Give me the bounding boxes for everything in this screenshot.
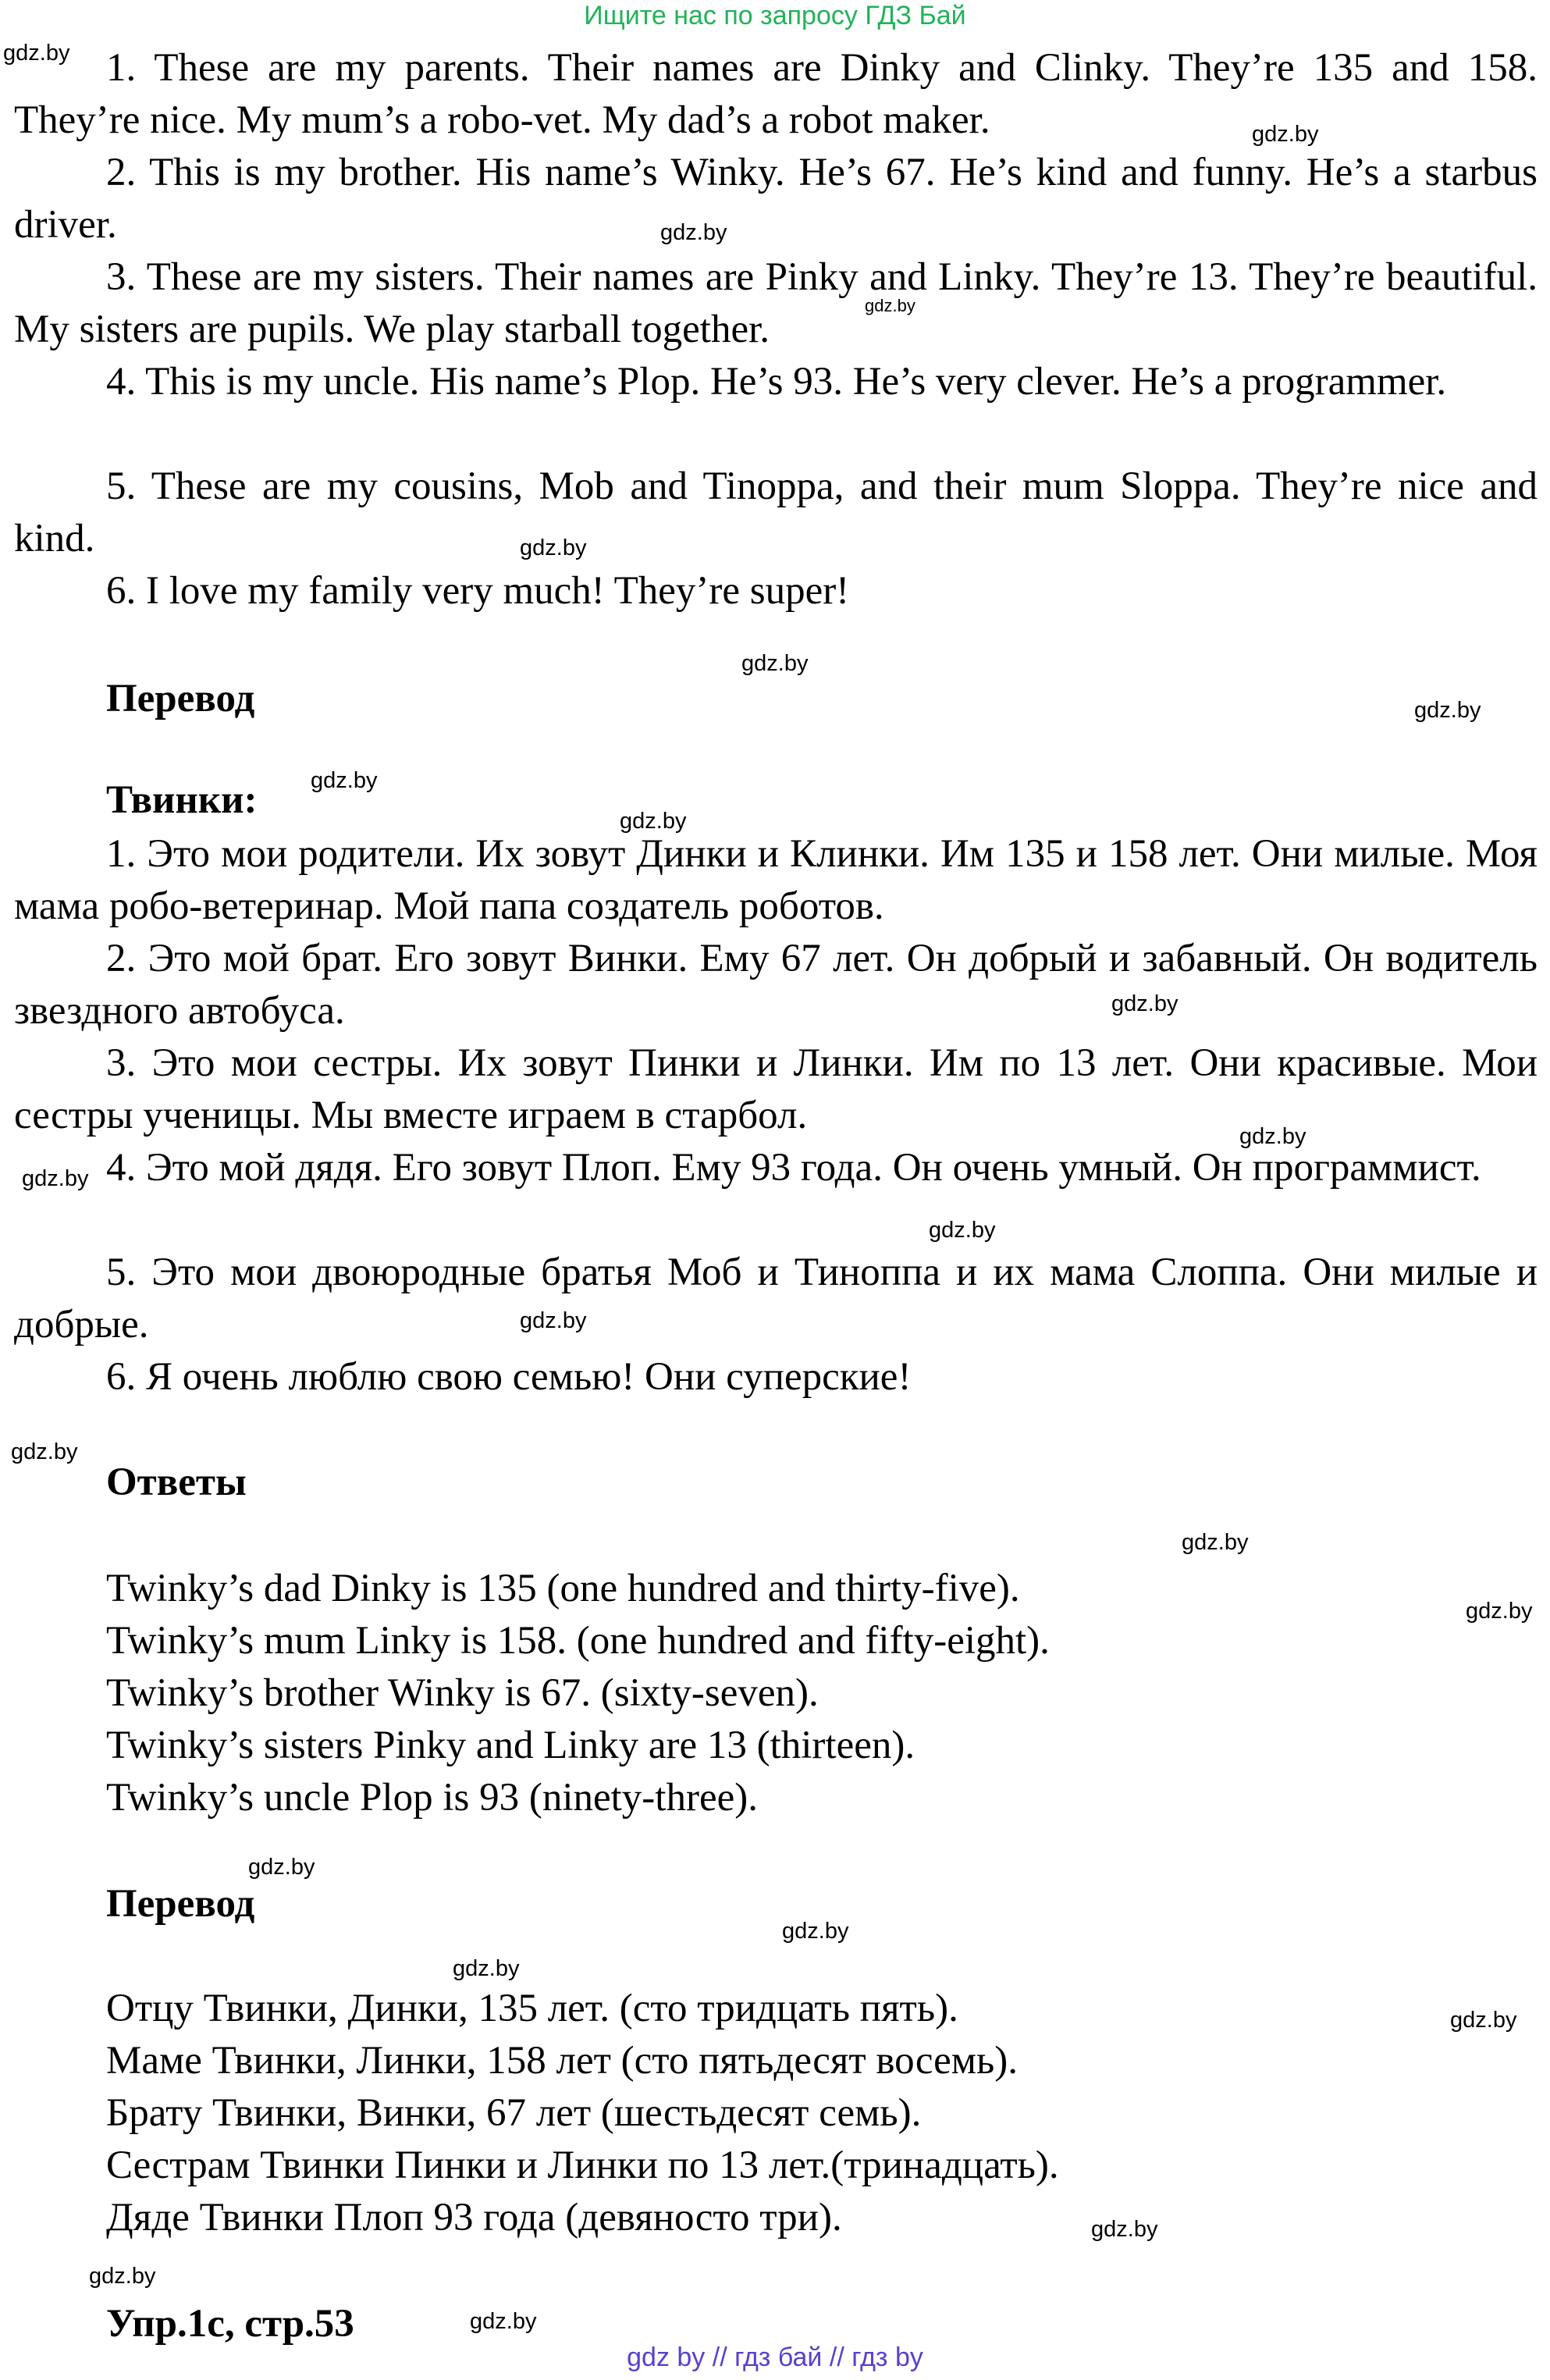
- watermark: gdz.by: [782, 1919, 849, 1944]
- watermark: gdz.by: [620, 809, 687, 834]
- watermark: gdz.by: [248, 1855, 315, 1880]
- answer-line: Twinky’s sisters Pinky and Linky are 13 (thirteen).: [106, 1724, 915, 1767]
- watermark: gdz.by: [1239, 1124, 1306, 1149]
- english-paragraph-4: 4. This is my uncle. His name’s Plop. He’s 93. He’s very clever. He’s a programmer.: [106, 360, 1447, 404]
- translation-paragraph-3: 3. Это мои сестры. Их зовут Пинки и Линки. Им по 13 лет. Они красивые. Мои сестры ученицы. Мы вместе играем в старбол.: [14, 1041, 1538, 1137]
- answer-translation-line: Дяде Твинки Плоп 93 года (девяносто три).: [106, 2196, 842, 2239]
- watermark: gdz.by: [1111, 991, 1178, 1016]
- watermark: gdz.by: [1091, 2217, 1158, 2242]
- answers-translation-heading: Перевод: [106, 1882, 255, 1926]
- english-paragraph-1: 1. These are my parents. Their names are Dinky and Clinky. They’re 135 and 158. They’re nice. My mum’s a robo-vet. My dad’s a robot maker.: [14, 46, 1538, 142]
- answer-translation-line: Сестрам Твинки Пинки и Линки по 13 лет.(тринадцать).: [106, 2143, 1059, 2187]
- english-paragraph-5: 5. These are my cousins, Mob and Tinoppa, and their mum Sloppa. They’re nice and kind.: [14, 464, 1538, 560]
- translation-paragraph-5: 5. Это мои двоюродные братья Моб и Тиноппа и их мама Слоппа. Они милые и добрые.: [14, 1250, 1538, 1347]
- watermark: gdz.by: [1450, 2008, 1517, 2033]
- answer-translation-line: Отцу Твинки, Динки, 135 лет. (сто тридцать пять).: [106, 1987, 958, 2030]
- watermark: gdz.by: [1182, 1530, 1249, 1555]
- answer-line: Twinky’s mum Linky is 158. (one hundred and fifty-eight).: [106, 1619, 1050, 1663]
- answer-line: Twinky’s dad Dinky is 135 (one hundred and thirty-five).: [106, 1567, 1020, 1610]
- english-paragraph-2: 2. This is my brother. His name’s Winky. He’s 67. He’s kind and funny. He’s a starbus driver.: [14, 151, 1538, 247]
- watermark: gdz.by: [660, 220, 727, 245]
- watermark: gdz.by: [11, 1439, 78, 1464]
- translation-paragraph-1: 1. Это мои родители. Их зовут Динки и Клинки. Им 135 и 158 лет. Они милые. Моя мама робо-ветеринар. Мой папа создатель роботов.: [14, 832, 1538, 928]
- watermark: gdz.by: [1252, 122, 1319, 147]
- answer-translation-line: Маме Твинки, Линки, 158 лет (сто пятьдесят восемь).: [106, 2039, 1019, 2083]
- translation-heading: Перевод: [106, 677, 255, 720]
- watermark: gdz.by: [520, 535, 587, 560]
- watermark: gdz.by: [3, 41, 70, 66]
- watermark: gdz.by: [453, 1956, 520, 1981]
- watermark: gdz.by: [1466, 1599, 1533, 1624]
- watermark: gdz.by: [520, 1308, 587, 1333]
- translation-subheading: Твинки:: [106, 778, 258, 822]
- answer-line: Twinky’s uncle Plop is 93 (ninety-three).: [106, 1776, 758, 1820]
- watermark: gdz.by: [741, 651, 809, 676]
- answer-translation-line: Брату Твинки, Винки, 67 лет (шестьдесят семь).: [106, 2091, 922, 2135]
- footer-banner[interactable]: gdz by // гдз бай // гдз by: [627, 2343, 923, 2372]
- translation-paragraph-6: 6. Я очень люблю свою семью! Они суперские!: [106, 1355, 912, 1399]
- header-banner[interactable]: Ищите нас по запросу ГДЗ Бай: [584, 1, 966, 30]
- watermark: gdz.by: [929, 1218, 996, 1243]
- translation-paragraph-2: 2. Это мой брат. Его зовут Винки. Ему 67 лет. Он добрый и забавный. Он водитель звездного автобуса.: [14, 937, 1538, 1033]
- watermark: gdz.by: [22, 1166, 89, 1191]
- watermark: gdz.by: [89, 2264, 156, 2289]
- watermark: gdz.by: [470, 2309, 537, 2334]
- english-paragraph-3: 3. These are my sisters. Their names are Pinky and Linky. They’re 13. They’re beautiful. My sisters are pupils. We play starball together.: [14, 255, 1538, 351]
- translation-paragraph-4: 4. Это мой дядя. Его зовут Плоп. Ему 93 года. Он очень умный. Он программист.: [106, 1146, 1481, 1190]
- watermark: gdz.by: [865, 296, 915, 315]
- watermark: gdz.by: [1414, 698, 1481, 723]
- english-paragraph-6: 6. I love my family very much! They’re super!: [106, 569, 850, 613]
- watermark: gdz.by: [311, 768, 378, 793]
- answers-heading: Ответы: [106, 1460, 247, 1504]
- next-exercise-heading: Упр.1с, стр.53: [106, 2302, 354, 2346]
- answer-line: Twinky’s brother Winky is 67. (sixty-seven).: [106, 1671, 819, 1715]
